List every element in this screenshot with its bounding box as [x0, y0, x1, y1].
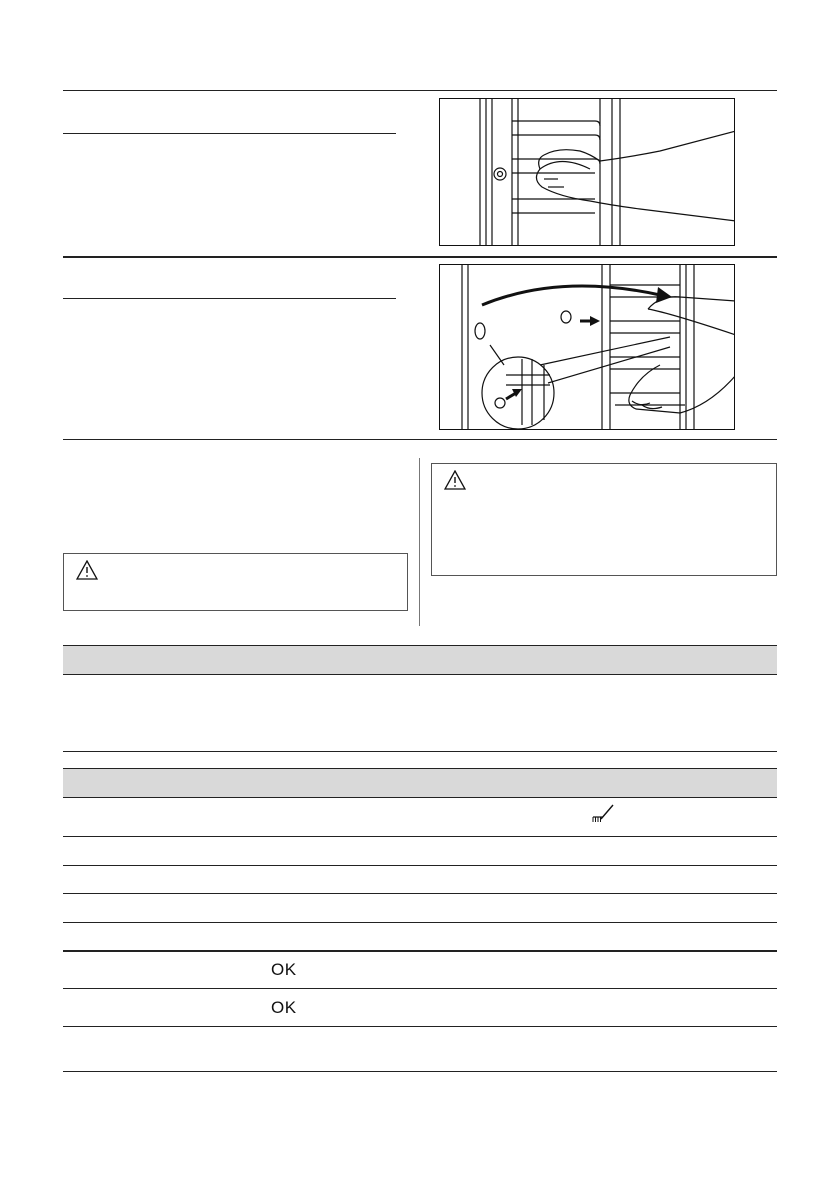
table1-header-band [63, 645, 777, 675]
lift-shelf-support-figure [439, 264, 735, 430]
hand-lifting-shelf-support-illustration [440, 265, 735, 430]
table2-row-rule-1 [63, 836, 777, 837]
step2-text-rule [63, 298, 396, 299]
table2-header-band [63, 768, 777, 798]
table2-row-rule-4 [63, 922, 777, 923]
ok-key-2: OK [271, 998, 297, 1017]
section-divider-1 [63, 256, 777, 258]
warning-triangle-icon [76, 560, 98, 580]
table2-row-rule-6 [63, 1026, 777, 1027]
step1-text-rule [63, 133, 396, 134]
hand-pulling-shelf-support-illustration [440, 99, 735, 246]
pull-shelf-support-figure [439, 98, 735, 246]
warning-box-left [63, 553, 408, 611]
table2-row-rule-2 [63, 865, 777, 866]
section-divider-2 [63, 439, 777, 440]
table2-bottom-rule [63, 1071, 777, 1072]
brush-icon [591, 803, 617, 825]
table2-row-rule-3 [63, 893, 777, 894]
column-separator [419, 458, 420, 626]
warning-box-right [431, 463, 777, 576]
top-rule [63, 90, 777, 91]
table2-section-rule [63, 950, 777, 952]
ok-key-1: OK [271, 960, 297, 979]
table1-bottom-rule [63, 751, 777, 752]
table2-row-rule-5 [63, 988, 777, 989]
warning-triangle-icon [444, 470, 466, 490]
